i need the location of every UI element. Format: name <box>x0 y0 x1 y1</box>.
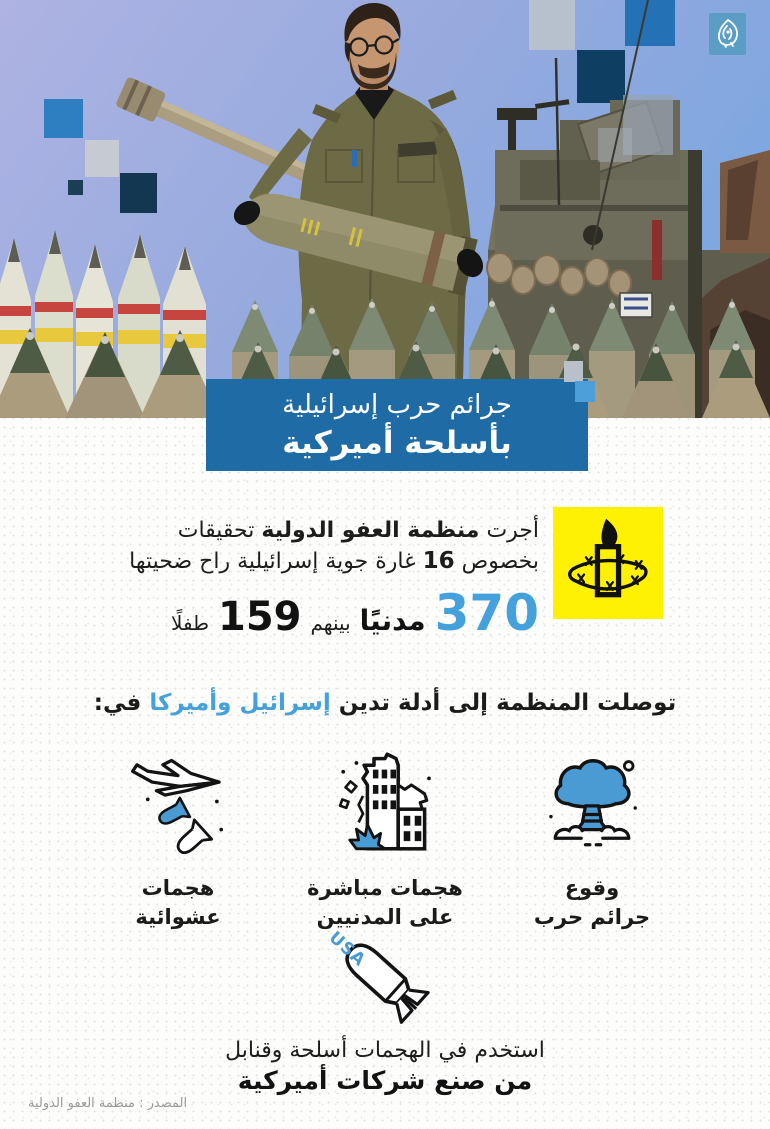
bomb-text-line1: استخدم في الهجمات أسلحة وقنابل <box>225 1038 545 1063</box>
title-box <box>206 379 588 471</box>
children-count: 159 <box>217 594 302 640</box>
stats-section <box>0 507 770 640</box>
finding-war-crimes <box>502 750 682 932</box>
evidence-highlight: إسرائيل وأميركا <box>149 690 331 716</box>
evidence-line <box>0 690 770 716</box>
mushroom-cloud-icon <box>537 754 647 862</box>
stats-intro-line <box>107 515 539 546</box>
aljazeera-mark-icon <box>714 18 742 50</box>
title-corner-gray-square <box>564 361 583 382</box>
stats-strikes-count: 16 <box>422 548 455 574</box>
plane-bomb-icon <box>119 754 237 862</box>
stats-org-name: منظمة العفو الدولية <box>261 518 480 543</box>
stats-intro-pre: أجرت <box>486 518 539 543</box>
civilian-word: مدنيًا <box>359 604 426 637</box>
among-word: بينهم <box>310 611 351 635</box>
evidence-pre: توصلت المنظمة إلى أدلة تدين <box>338 690 677 716</box>
stats-strikes-pre: بخصوص <box>461 549 539 574</box>
aljazeera-logo <box>709 13 746 55</box>
amnesty-logo <box>553 507 663 619</box>
usa-bomb-icon <box>320 928 450 1034</box>
building-strike-icon <box>329 752 441 862</box>
source-credit: المصدر : منظمة العفو الدولية <box>28 1096 188 1111</box>
stats-strikes-line <box>107 546 539 577</box>
title-corner-blue-square <box>575 381 595 402</box>
findings-row <box>88 750 682 932</box>
stats-text <box>107 507 539 640</box>
finding-indiscriminate <box>88 750 268 932</box>
stats-strikes-post: غارة جوية إسرائيلية راح ضحيتها <box>129 549 416 574</box>
title-line2: بأسلحة أميركية <box>282 425 512 461</box>
amnesty-candle-icon <box>560 514 656 612</box>
hero-photo-art <box>0 0 770 418</box>
bomb-section <box>0 928 770 1095</box>
finding-label: وقوع جرائم حرب <box>533 876 651 929</box>
title-line1: جرائم حرب إسرائيلية <box>282 390 512 420</box>
hero-photo <box>0 0 770 418</box>
civilian-count: 370 <box>434 584 539 642</box>
stats-intro-post: تحقيقات <box>177 518 255 543</box>
casualties-line <box>107 584 539 642</box>
finding-label: هجمات عشوائية <box>135 876 221 929</box>
usa-bomb-label: USA <box>324 928 370 971</box>
finding-direct-attacks <box>295 750 475 932</box>
children-word: طفلًا <box>171 611 209 635</box>
finding-label: هجمات مباشرة على المدنيين <box>307 876 463 929</box>
bomb-text-line2: من صنع شركات أميركية <box>237 1066 533 1095</box>
evidence-post: في: <box>93 690 142 716</box>
